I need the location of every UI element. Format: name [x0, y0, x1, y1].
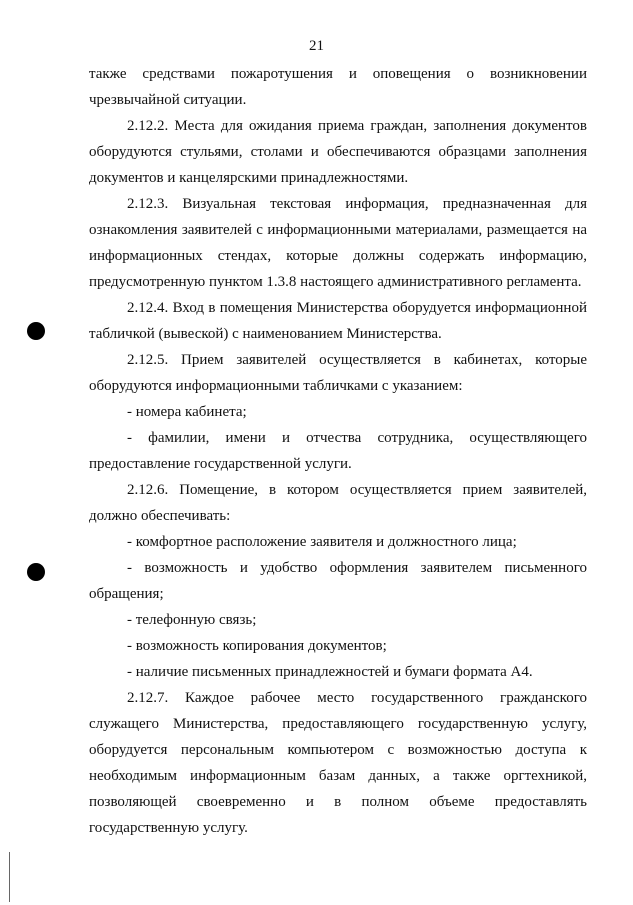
paragraph-fire-safety: также средствами пожаротушения и оповещения о возникновении чрезвычайной ситуации. — [89, 66, 587, 108]
list-item-phone: - телефонную связь; — [127, 612, 257, 628]
paragraph-2-12-3: 2.12.3. Визуальная текстовая информация, предназначенная для ознакомления заявителей с информационными материалами, размещается на информационных стендах, которые должны содержать информацию, предусмотренную пунктом 1.3.8 настоящего административного регламента. — [89, 196, 587, 290]
paragraph-2-12-7: 2.12.7. Каждое рабочее место государственного гражданского служащего Министерства, предоставляющего государственную услугу, оборудуется персональным компьютером с возможностью доступа к необходимым информационным базам данных, а также оргтехникой, позволяющей своевременно и в полном объеме предоставлять государственную услугу. — [89, 690, 587, 836]
list-item-written-appeal: - возможность и удобство оформления заявителем письменного обращения; — [89, 560, 587, 602]
list-item-staff-name: - фамилии, имени и отчества сотрудника, осуществляющего предоставление государственной услуги. — [89, 430, 587, 472]
paragraph-2-12-4: 2.12.4. Вход в помещения Министерства оборудуется информационной табличкой (вывеской) с наименованием Министерства. — [89, 300, 587, 342]
list-item-room-number: - номера кабинета; — [127, 404, 247, 420]
paragraph-2-12-5: 2.12.5. Прием заявителей осуществляется в кабинетах, которые оборудуются информационными табличками с указанием: — [89, 352, 587, 394]
punch-hole-mark — [27, 322, 45, 340]
page-number: 21 — [309, 38, 324, 54]
list-item-stationery: - наличие письменных принадлежностей и бумаги формата А4. — [127, 664, 533, 680]
document-body — [89, 61, 587, 841]
list-item-comfort: - комфортное расположение заявителя и должностного лица; — [127, 534, 517, 550]
paragraph-2-12-6: 2.12.6. Помещение, в котором осуществляется прием заявителей, должно обеспечивать: — [89, 482, 587, 524]
scan-edge-line — [9, 852, 10, 902]
list-item-copying: - возможность копирования документов; — [127, 638, 387, 654]
paragraph-2-12-2: 2.12.2. Места для ожидания приема граждан, заполнения документов оборудуются стульями, столами и обеспечиваются образцами заполнения документов и канцелярскими принадлежностями. — [89, 118, 587, 186]
punch-hole-mark — [27, 563, 45, 581]
